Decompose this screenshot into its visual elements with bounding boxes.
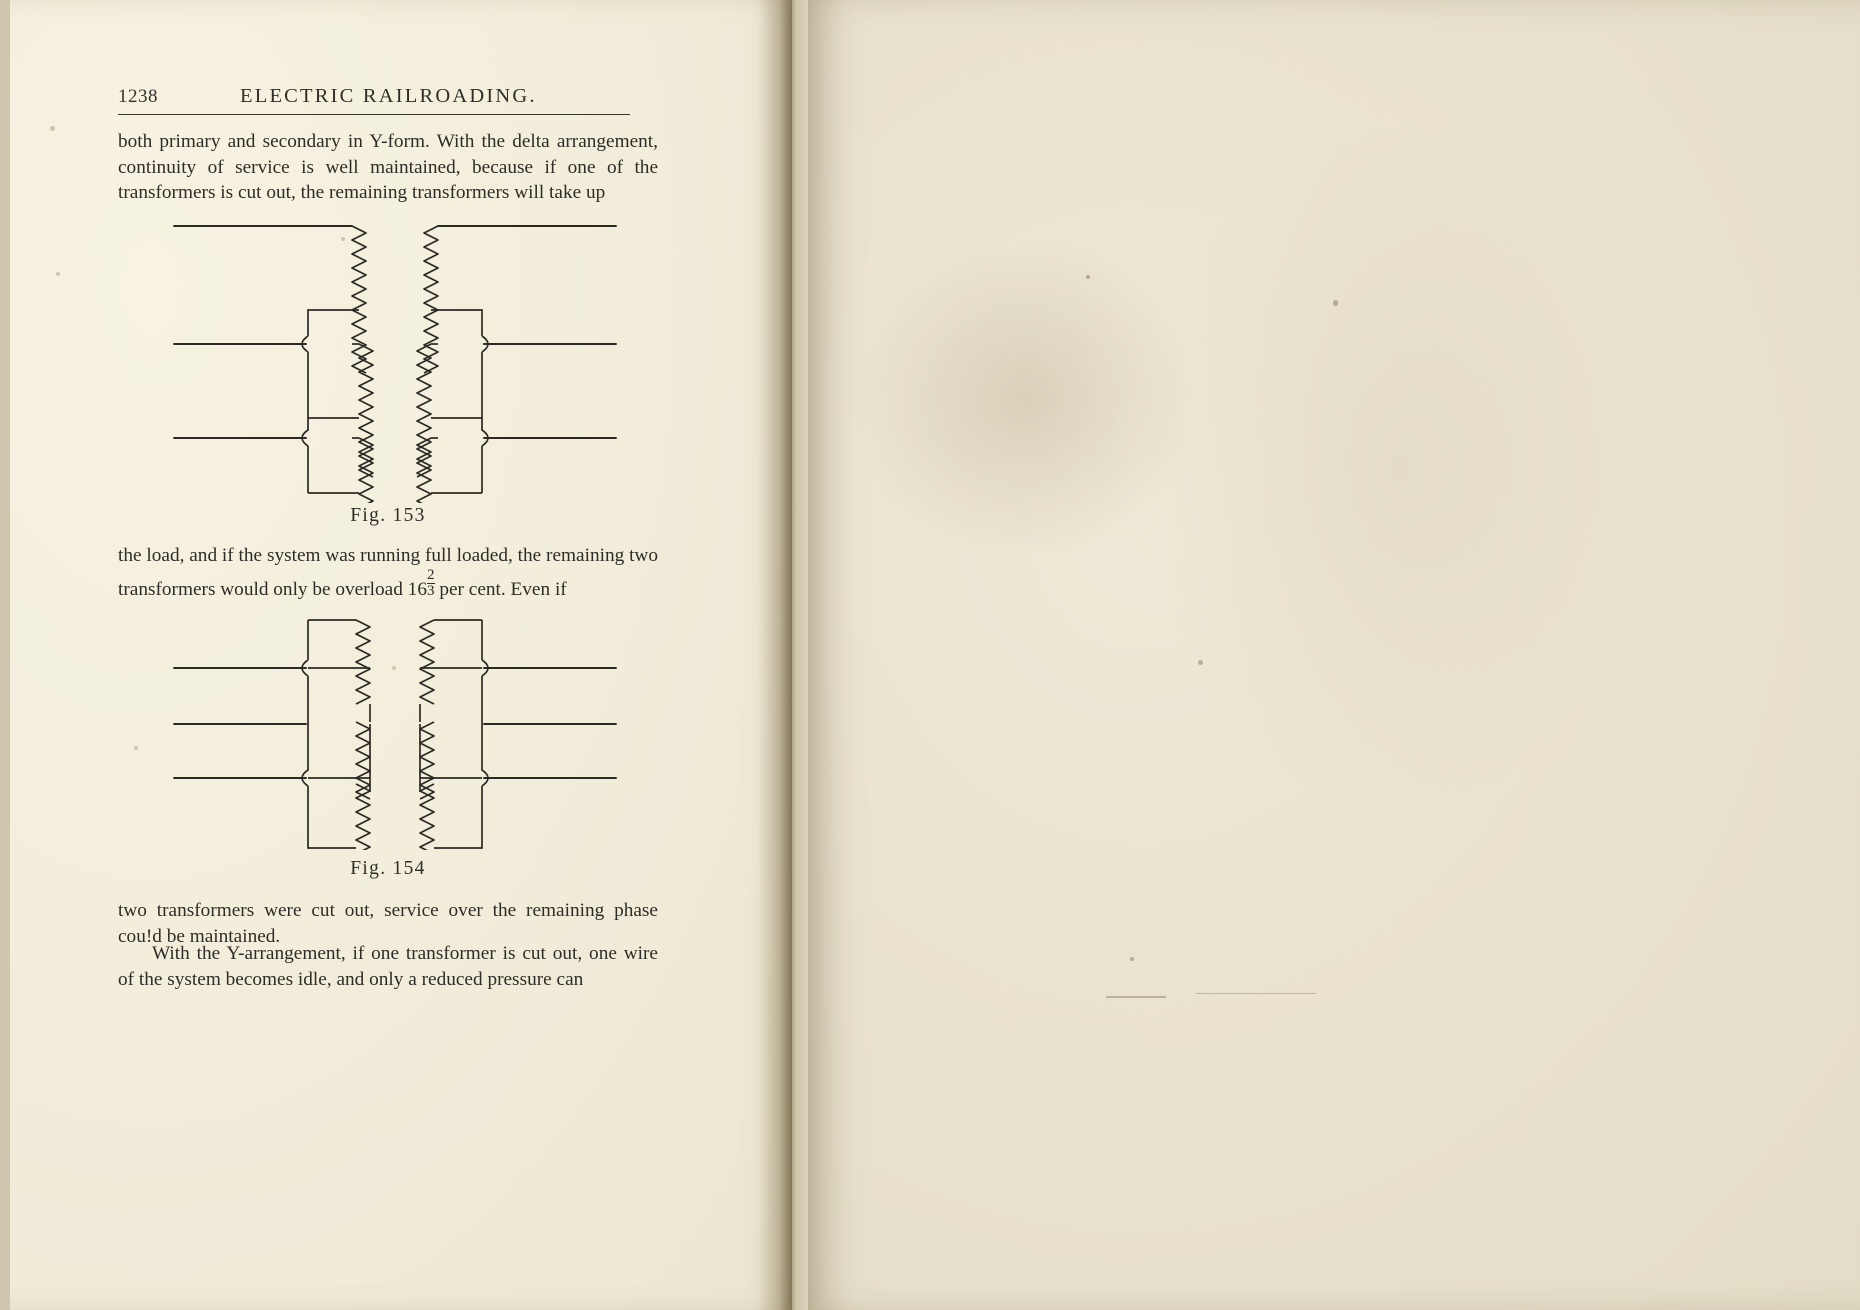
page-number: 1238 xyxy=(118,86,158,107)
paper-shading xyxy=(1136,120,1656,820)
header-rule xyxy=(118,114,630,115)
paper-speck xyxy=(341,237,345,241)
fraction-two-thirds xyxy=(427,568,435,599)
paper-speck xyxy=(1198,660,1203,665)
fig-154-wiring xyxy=(174,620,616,850)
book-title: ELECTRIC RAILROADING. xyxy=(240,85,537,107)
paper-speck xyxy=(56,272,60,276)
paragraph-2-post: per cent. Even if xyxy=(434,578,567,600)
figure-154 xyxy=(160,612,630,850)
fraction-numerator: 2 xyxy=(426,566,435,583)
paragraph-2-pre: the load, and if the system was running full loaded, the remaining two transformers would only be overload 16 xyxy=(118,545,658,600)
paper-speck xyxy=(50,126,55,131)
paper-speck xyxy=(1130,957,1134,961)
fraction-denominator: 3 xyxy=(426,582,435,599)
faint-pencil-mark xyxy=(1196,993,1316,994)
figure-153-caption: Fig. 153 xyxy=(350,505,426,526)
paragraph-2 xyxy=(118,543,658,602)
paper-speck xyxy=(392,666,396,670)
paragraph-1: both primary and secondary in Y-form. With the delta arrangement, continuity of service is well maintained, because if one of the transformers is cut out, the remaining transformers will take up xyxy=(118,131,658,203)
fig-154-diagram xyxy=(160,612,630,850)
paragraph-3: two transformers were cut out, service over the remaining phase cou!d be maintained. xyxy=(118,900,658,947)
right-blank-page xyxy=(806,0,1860,1310)
fig-153-diagram xyxy=(160,218,630,503)
paper-speck xyxy=(1333,300,1338,306)
paper-speck xyxy=(134,746,138,750)
faint-pencil-mark xyxy=(1106,996,1166,998)
figure-153 xyxy=(160,218,630,503)
paragraph-4: With the Y-arrangement, if one transformer is cut out, one wire of the system becomes idle, and only a reduced pressure can xyxy=(118,943,658,990)
left-printed-page xyxy=(10,0,792,1310)
fig-153-wiring xyxy=(174,226,616,503)
figure-154-caption: Fig. 154 xyxy=(350,858,426,879)
page-content xyxy=(10,0,792,1310)
paper-speck xyxy=(1086,275,1090,279)
